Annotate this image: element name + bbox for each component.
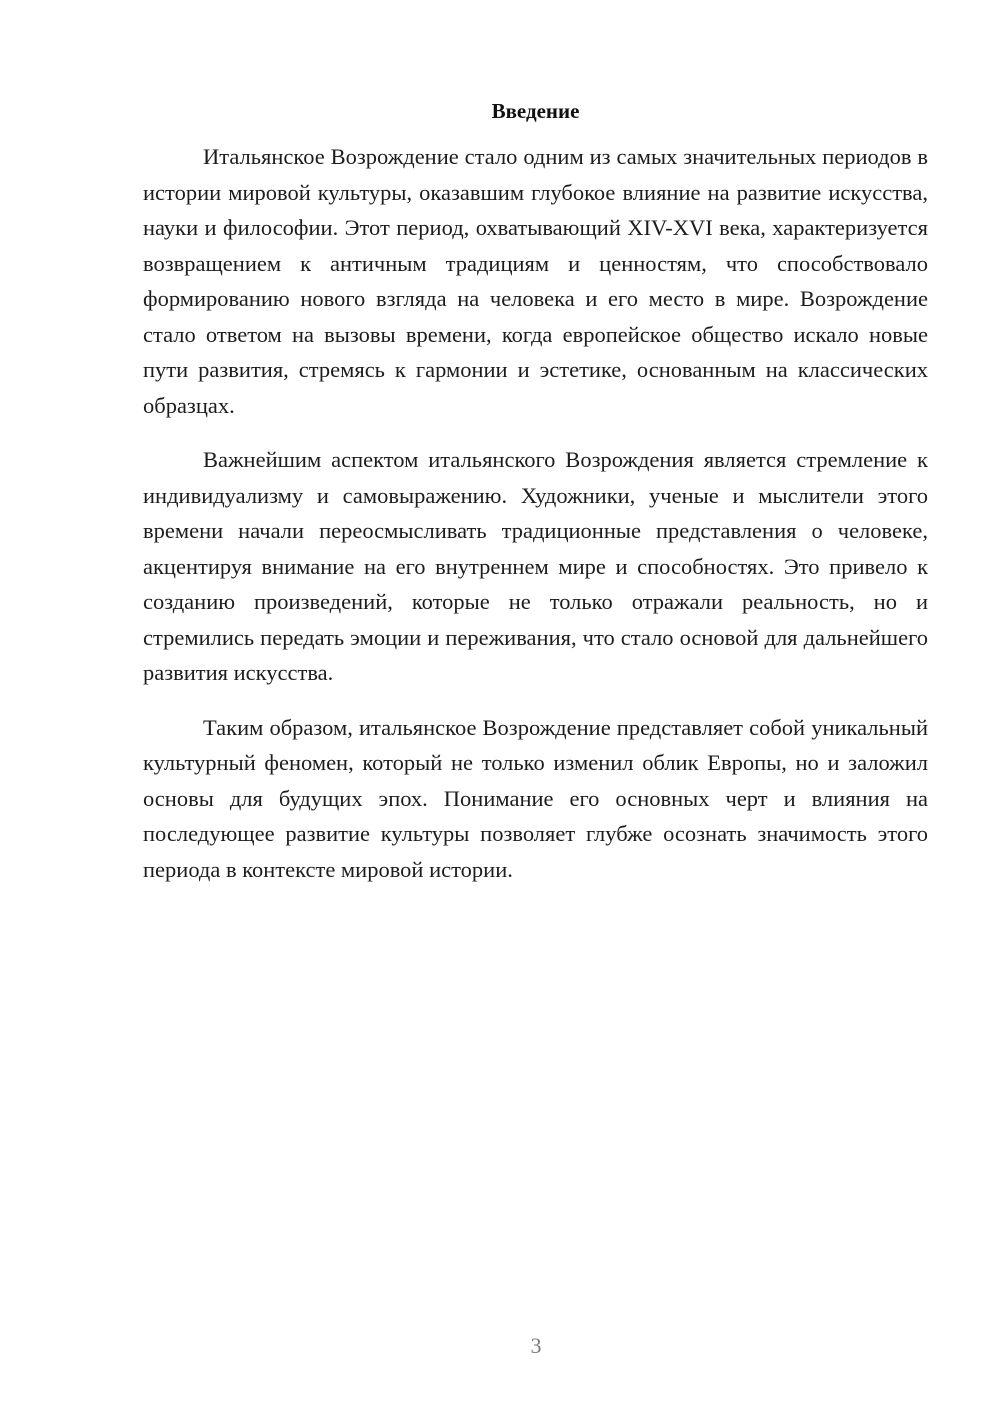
section-heading: Введение	[491, 99, 580, 123]
paragraph-2: Важнейшим аспектом итальянского Возрождения является стремление к индивидуализму и самовыражению. Художники, ученые и мыслители этого времени начали переосмысливать традиционные представления о человеке, акцентируя внимание на его внутреннем мире и способностях. Это привело к созданию произведений, которые не только отражали реальность, но и стремились передать эмоции и переживания, что стало основой для дальнейшего развития искусства.	[143, 447, 928, 685]
paragraph-1: Итальянское Возрождение стало одним из самых значительных периодов в истории мировой культуры, оказавшим глубокое влияние на развитие искусства, науки и философии. Этот период, охватывающий XIV-XVI века, характеризуется возвращением к античным традициям и ценностям, что способствовало формированию нового взгляда на человека и его место в мире. Возрождение стало ответом на вызовы времени, когда европейское общество искало новые пути развития, стремясь к гармонии и эстетике, основанным на классических образцах.	[143, 144, 928, 418]
page-content	[143, 97, 928, 906]
paragraph-3: Таким образом, итальянское Возрождение представляет собой уникальный культурный феномен, который не только изменил облик Европы, но и заложил основы для будущих эпох. Понимание его основных черт и влияния на последующее развитие культуры позволяет глубже осознать значимость этого периода в контексте мировой истории.	[143, 714, 928, 882]
page-number: 3	[530, 1333, 542, 1358]
